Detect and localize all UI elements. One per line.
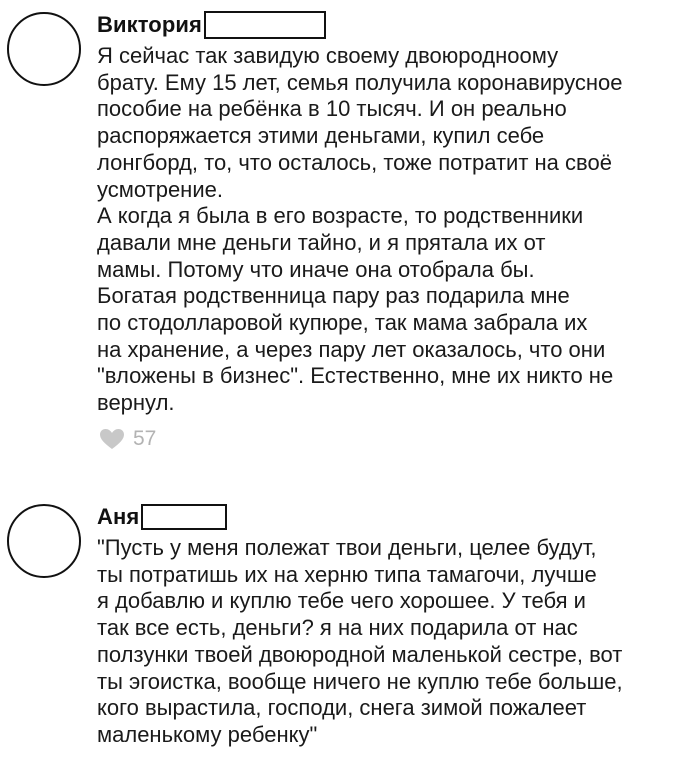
comment-header (97, 502, 693, 532)
comment-header (97, 10, 693, 40)
like-button[interactable] (97, 427, 693, 451)
redacted-username-box (141, 504, 227, 530)
like-count: 57 (133, 426, 157, 450)
avatar[interactable] (7, 504, 81, 578)
author-name[interactable]: Виктория (97, 12, 202, 37)
author-name[interactable]: Аня (97, 504, 140, 529)
avatar[interactable] (7, 12, 81, 86)
comment-text: "Пусть у меня полежат твои деньги, целее будут, ты потратишь их на херню типа тамагочи, лучше я добавлю и куплю тебе чего хорошее. У тебя и так все есть, деньги? я на них подарила от нас ползунки твоей двоюродной маленькой сестре, вот ты эгоистка, вообще ничего не куплю тебе больше, кого вырастила, господи, снега зимой пожалеет маленькому ребенку" (97, 535, 623, 747)
comment-body (97, 502, 693, 749)
heart-icon (99, 428, 125, 450)
comment-text: Я сейчас так завидую своему двоюродноому брату. Ему 15 лет, семья получила коронавирусное пособие на ребёнка в 10 тысяч. И он реально распоряжается этими деньгами, купил себе лонгборд, то, что осталось, тоже потратит на своё усмотрение. А когда я была в его возрасте, то родственники давали мне деньги тайно, и я прятала их от мамы. Потому что иначе она отобрала бы. Богатая родственница пару раз подарила мне по стодолларовой купюре, так мама забрала их на хранение, а через пару лет оказалось, что они "вложены в бизнес". Естественно, мне их никто не вернул. (97, 43, 623, 416)
comment-body (97, 10, 693, 451)
redacted-username-box (204, 11, 326, 39)
